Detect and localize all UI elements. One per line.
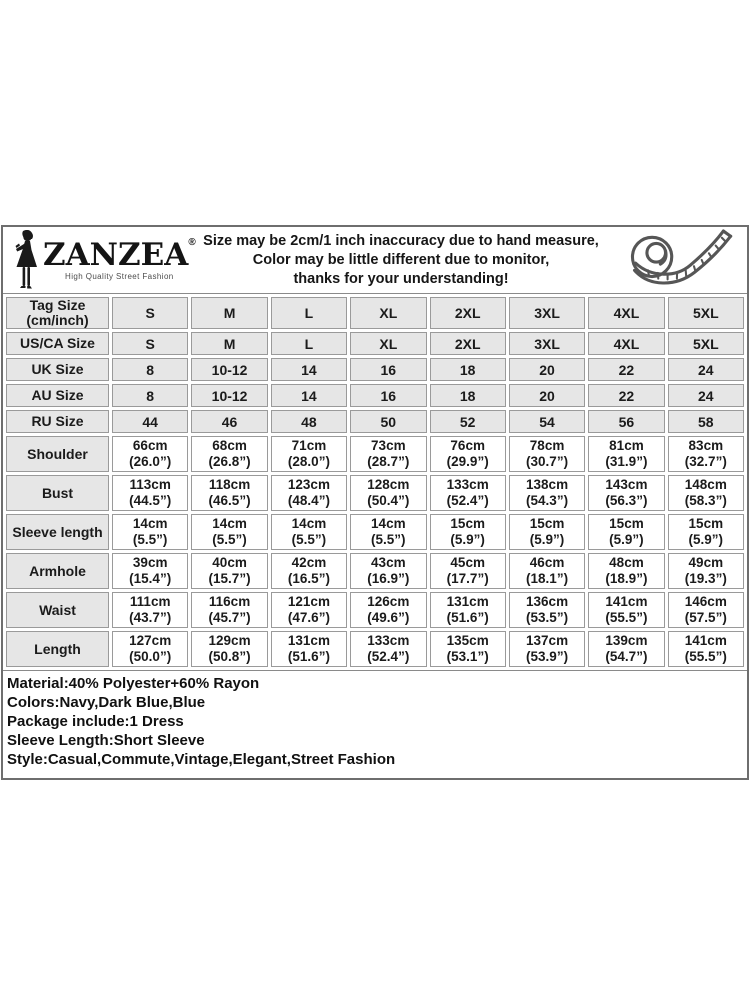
size-cell: 113cm (44.5”) [112,475,188,511]
size-cell: 22 [588,384,664,407]
table-row-ru-size [6,410,744,433]
size-cell: 48 [271,410,347,433]
disclaimer-line: thanks for your understanding! [293,270,509,287]
size-cell: 24 [668,358,744,381]
info-line-sleeve: Sleeve Length:Short Sleeve [7,732,205,749]
size-table-body [6,297,744,667]
size-cell: 73cm (28.7”) [350,436,426,472]
size-chart-panel [1,225,749,780]
size-cell: 15cm (5.9”) [509,514,585,550]
row-label: Waist [6,592,109,628]
size-cell: 123cm (48.4”) [271,475,347,511]
size-cell: 138cm (54.3”) [509,475,585,511]
row-label: AU Size [6,384,109,407]
size-cell: 20 [509,358,585,381]
registered-mark: ® [188,236,196,248]
size-cell: 137cm (53.9”) [509,631,585,667]
size-cell: 52 [430,410,506,433]
size-cell: 71cm (28.0”) [271,436,347,472]
brand-name: ZANZEA [43,236,189,273]
size-cell: 44 [112,410,188,433]
table-row-us-ca-size [6,332,744,355]
measuring-tape-icon [621,229,739,291]
table-row-length [6,631,744,667]
size-cell: M [191,297,267,329]
size-cell: 49cm (19.3”) [668,553,744,589]
table-row-tag-size [6,297,744,329]
size-cell: 135cm (53.1”) [430,631,506,667]
size-cell: 128cm (50.4”) [350,475,426,511]
size-cell: 18 [430,384,506,407]
size-cell: 141cm (55.5”) [588,592,664,628]
size-cell: 15cm (5.9”) [588,514,664,550]
info-line-package: Package include:1 Dress [7,713,184,730]
size-cell: M [191,332,267,355]
size-cell: 78cm (30.7”) [509,436,585,472]
size-cell: 2XL [430,332,506,355]
size-cell: L [271,332,347,355]
header [3,227,747,294]
size-cell: 14cm (5.5”) [271,514,347,550]
brand-text-block [43,236,196,281]
size-cell: 81cm (31.9”) [588,436,664,472]
size-cell: 10-12 [191,358,267,381]
size-cell: 14cm (5.5”) [350,514,426,550]
size-cell: 3XL [509,297,585,329]
size-cell: 48cm (18.9”) [588,553,664,589]
row-label: Length [6,631,109,667]
table-row-au-size [6,384,744,407]
disclaimer-text [187,232,621,289]
size-cell: 129cm (50.8”) [191,631,267,667]
size-cell: 14 [271,358,347,381]
size-cell: 46 [191,410,267,433]
size-cell: 126cm (49.6”) [350,592,426,628]
size-cell: 111cm (43.7”) [112,592,188,628]
size-cell: 136cm (53.5”) [509,592,585,628]
info-line-material: Material:40% Polyester+60% Rayon [7,675,260,692]
size-cell: 40cm (15.7”) [191,553,267,589]
size-cell: 148cm (58.3”) [668,475,744,511]
woman-silhouette-icon [11,230,41,290]
brand-tagline: High Quality Street Fashion [65,271,174,281]
size-cell: 54 [509,410,585,433]
brand-logo [11,230,196,290]
size-cell: 56 [588,410,664,433]
size-cell: 50 [350,410,426,433]
row-label: Bust [6,475,109,511]
row-label: US/CA Size [6,332,109,355]
size-cell: 8 [112,384,188,407]
size-table [3,294,747,670]
size-cell: 66cm (26.0”) [112,436,188,472]
row-label: Shoulder [6,436,109,472]
size-cell: 133cm (52.4”) [350,631,426,667]
row-label: Tag Size (cm/inch) [6,297,109,329]
size-cell: 76cm (29.9”) [430,436,506,472]
row-label: RU Size [6,410,109,433]
table-row-bust [6,475,744,511]
size-cell: 139cm (54.7”) [588,631,664,667]
row-label: UK Size [6,358,109,381]
table-row-uk-size [6,358,744,381]
size-cell: 42cm (16.5”) [271,553,347,589]
size-cell: 118cm (46.5”) [191,475,267,511]
size-cell: 39cm (15.4”) [112,553,188,589]
size-cell: 116cm (45.7”) [191,592,267,628]
row-label: Sleeve length [6,514,109,550]
size-cell: 83cm (32.7”) [668,436,744,472]
size-cell: 143cm (56.3”) [588,475,664,511]
size-cell: 146cm (57.5”) [668,592,744,628]
size-cell: 22 [588,358,664,381]
size-cell: 15cm (5.9”) [668,514,744,550]
size-cell: 20 [509,384,585,407]
info-line-style: Style:Casual,Commute,Vintage,Elegant,Street Fashion [7,751,396,768]
size-cell: S [112,332,188,355]
disclaimer-line: Size may be 2cm/1 inch inaccuracy due to hand measure, [203,232,599,249]
size-cell: 4XL [588,332,664,355]
size-cell: 141cm (55.5”) [668,631,744,667]
size-cell: 4XL [588,297,664,329]
size-cell: 5XL [668,332,744,355]
size-cell: 10-12 [191,384,267,407]
brand-name-line [43,236,196,273]
product-info [3,670,747,778]
size-cell: 121cm (47.6”) [271,592,347,628]
size-cell: 5XL [668,297,744,329]
size-cell: S [112,297,188,329]
size-cell: 133cm (52.4”) [430,475,506,511]
size-cell: 14cm (5.5”) [112,514,188,550]
table-row-sleeve-length [6,514,744,550]
size-cell: 58 [668,410,744,433]
size-cell: 131cm (51.6”) [271,631,347,667]
size-cell: 3XL [509,332,585,355]
row-label: Armhole [6,553,109,589]
size-cell: 15cm (5.9”) [430,514,506,550]
table-row-armhole [6,553,744,589]
size-cell: 43cm (16.9”) [350,553,426,589]
disclaimer-line: Color may be little different due to monitor, [252,251,550,268]
size-cell: 18 [430,358,506,381]
size-cell: 8 [112,358,188,381]
size-cell: 131cm (51.6”) [430,592,506,628]
size-cell: 45cm (17.7”) [430,553,506,589]
size-cell: XL [350,297,426,329]
size-cell: 14 [271,384,347,407]
table-row-waist [6,592,744,628]
info-line-colors: Colors:Navy,Dark Blue,Blue [7,694,206,711]
size-cell: 2XL [430,297,506,329]
size-cell: 127cm (50.0”) [112,631,188,667]
size-cell: 68cm (26.8”) [191,436,267,472]
size-cell: 46cm (18.1”) [509,553,585,589]
size-cell: XL [350,332,426,355]
size-cell: 14cm (5.5”) [191,514,267,550]
size-cell: 16 [350,358,426,381]
size-cell: L [271,297,347,329]
size-cell: 16 [350,384,426,407]
size-cell: 24 [668,384,744,407]
table-row-shoulder [6,436,744,472]
